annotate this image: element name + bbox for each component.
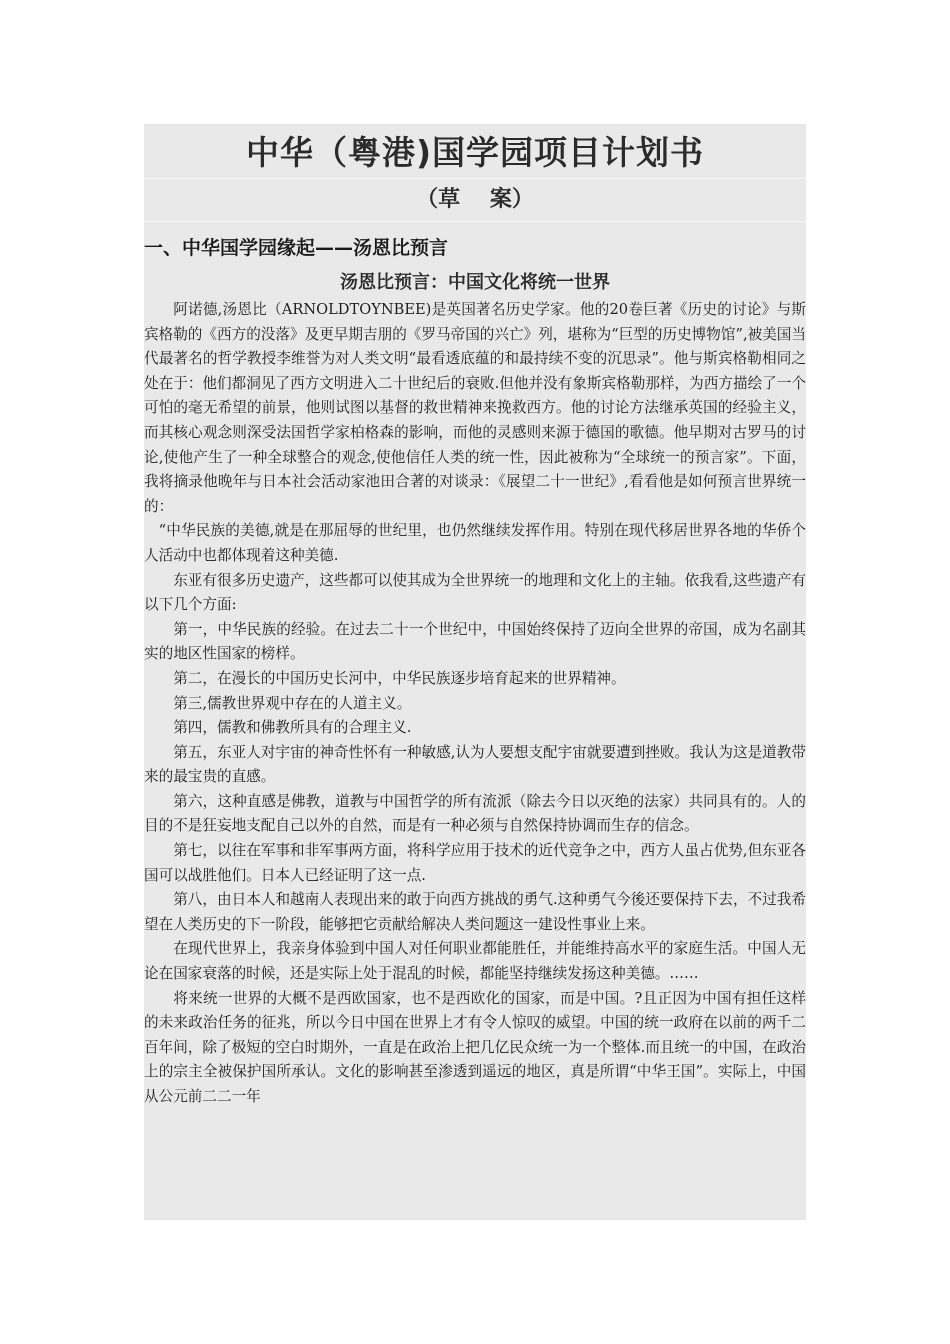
article-body — [144, 298, 806, 1110]
paragraph: 将来统一世界的大概不是西欧国家，也不是西欧化的国家，而是中国。?且正因为中国有担任这样的未来政治任务的征兆，所以今日中国在世界上才有令人惊叹的威望。中国的统一政府在以前的两千二百年间，除了极短的空白时期外，一直是在政治上把几亿民众统一为一个整体.而且统一的中国，在政治上的宗主全被保护国所承认。文化的影响甚至渗透到遥远的地区，真是所谓“中华王国”。实际上，中国从公元前二二一年 — [144, 989, 806, 1105]
article-title: 汤恩比预言：中国文化将统一世界 — [340, 272, 610, 293]
document-subtitle: （草 案） — [416, 187, 534, 212]
paragraph: 东亚有很多历史遗产，这些都可以使其成为全世界统一的地理和文化上的主轴。依我看,这些遗产有以下几个方面: — [144, 571, 806, 614]
paragraph: 第一，中华民族的经验。在过去二十一个世纪中，中国始终保持了迈向全世界的帝国，成为名副其实的地区性国家的榜样。 — [144, 620, 806, 663]
paragraph: “中华民族的美德,就是在那屈辱的世纪里，也仍然继续发挥作用。特别在现代移居世界各地的华侨个人活动中也都体现着这种美德. — [144, 522, 806, 564]
paragraph: 第三,儒教世界观中存在的人道主义。 — [173, 694, 412, 712]
paragraph: 第六，这种直感是佛教，道教与中国哲学的所有流派（除去今日以灭绝的法家）共同具有的。人的目的不是狂妄地支配自己以外的自然，而是有一种必须与自然保持协调而生存的信念。 — [144, 792, 806, 835]
paragraph: 第二，在漫长的中国历史长河中，中华民族逐步培育起来的世界精神。 — [173, 669, 626, 687]
paragraph: 在现代世界上，我亲身体验到中国人对任何职业都能胜任，并能维持高水平的家庭生活。中国人无论在国家衰落的时候，还是实际上处于混乱的时候，都能坚持继续发扬这种美德。…… — [144, 940, 806, 983]
paragraph: 第四，儒教和佛教所具有的合理主义. — [173, 719, 412, 737]
paragraph: 第七，以往在军事和非军事两方面，将科学应用于技术的近代竞争之中，西方人虽占优势,但东亚各国可以战胜他们。日本人已经证明了这一点. — [144, 842, 806, 884]
document-page — [144, 124, 806, 1220]
paragraph: 第八，由日本人和越南人表现出来的敢于向西方挑战的勇气.这种勇气今後还要保持下去，不过我希望在人类历史的下一阶段，能够把它贡献给解决人类问题这一建设性事业上来。 — [144, 891, 806, 933]
subtitle-divider — [144, 221, 806, 222]
section-heading: 一、中华国学园缘起——汤恩比预言 — [144, 237, 449, 259]
paragraph: 阿诺德,汤恩比（ARNOLDTOYNBEE)是英国著名历史学家。他的20卷巨著《历史的讨论》与斯宾格勒的《西方的没落》及更早期吉朋的《罗马帝国的兴亡》列，堪称为“巨型的历史博物馆”,被美国当代最著名的哲学教授李维誉为对人类文明“最看透底蕴的和最持续不变的沉思录”。他与斯宾格勒相同之处在于：他们都洞见了西方文明进入二十世纪后的衰败.但他并没有象斯宾格勒那样，为西方描绘了一个可怕的毫无希望的前景，他则试图以基督的救世精神来挽救西方。他的讨论方法继承英国的经验主义，而其核心观念则深受法国哲学家柏格森的影响，而他的灵感则来源于德国的歌德。他早期对古罗马的讨论,使他产生了一种全球整合的观念,使他信任人类的统一性，因此被称为“全球统一的预言家”。下面，我将摘录他晚年与日本社会活动家池田合著的对谈录：《展望二十一世纪》,看看他是如何预言世界统一的： — [144, 301, 806, 515]
paragraph: 第五，东亚人对宇宙的神奇性怀有一种敏感,认为人要想支配宇宙就要遭到挫败。我认为这是道教带来的最宝贵的直感。 — [144, 743, 806, 786]
document-title: 中华（粤港)国学园项目计划书 — [245, 133, 705, 172]
